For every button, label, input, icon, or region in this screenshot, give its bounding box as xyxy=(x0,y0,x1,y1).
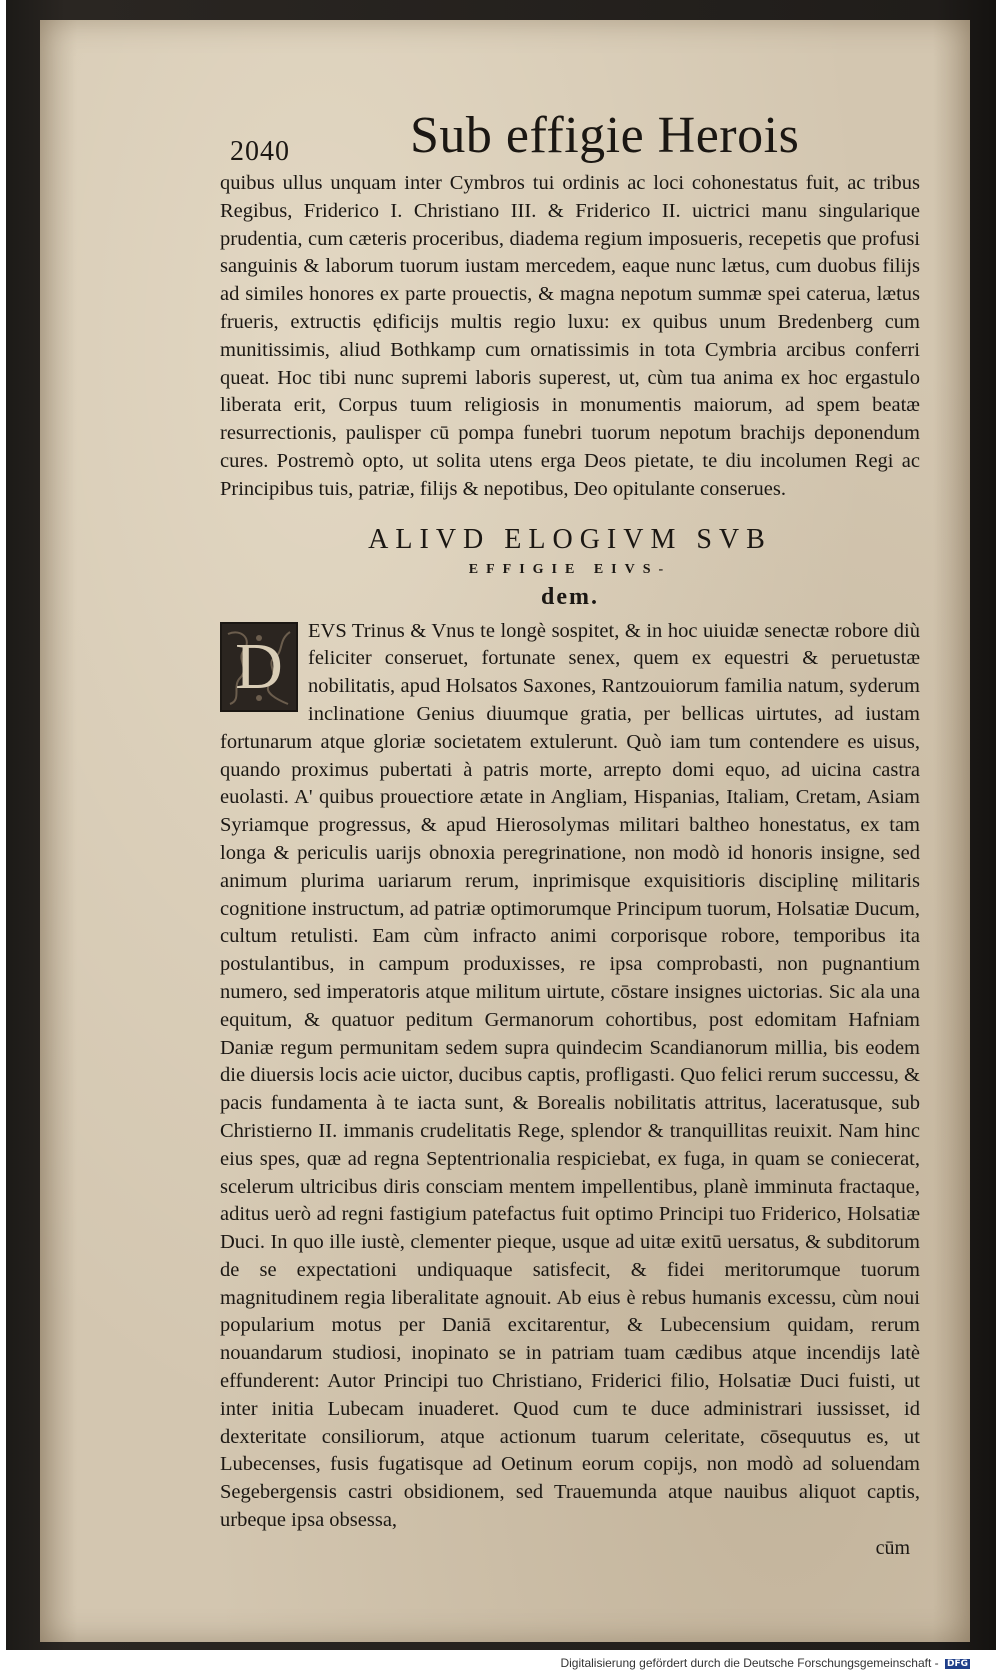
running-head-title: Sub effigie Herois xyxy=(410,107,800,164)
catchword: cūm xyxy=(875,1536,910,1559)
paragraph-body: EVS Trinus & Vnus te longè sospitet, & in hoc uiuidæ senectæ robore diù feliciter conseruet, fortunate senex, quem ex equestri & peruetustæ nobilitatis, apud Holsatos Saxones, Rantzouiorum familia natum, syderum inclinatione Genius diuumque gratia, per bellicas uirtutes, ad iustam fortunarum atque gloriæ societatem extulerunt. Quò iam tum contendere es uisus, quando proximus pubertati à patris morte, arrepto domi equo, ad uicina castra euolasti. A' quibus prouectiore ætate in Angliam, Hispanias, Italiam, Cretam, Asiam Syriamque progressus, & apud Hierosolymas militari baltheo honestatus, ex tam longa & periculis uarijs obnoxia peregrinatione, non modò id honoris insigne, sed animum plurima uariarum rerum, inprimisque exquisitioris disciplinę militaris cognitione instructum, ad patriæ optimorumque Principum tuorum, Holsatiæ Ducum, cultum retulisti. Eam cùm infracto animi corporisque robore, temporibus ita postulantibus, in campum produxisses, re ipsa comprobasti, non pugnantium numero, sed imperatoris atque militum uirtute, cōstare insignes uictorias. Sic ala una equitum, & quatuor peditum Germanorum cohortibus, post edomitam Hafniam Daniæ regum permunitam sedem supra quindecim Scandianorum millia, bis eodem die diuersis locis acie uictor, ducibus captis, profligasti. Quo felici rerum successu, & pacis fundamenta à te iacta sunt, & Borealis nobilitatis attritus, laceratusque, sub Christierno II. immanis crudelitatis Rege, splendor & tranquillitas reuixit. Nam hinc eius spes, quæ ad regna Septentrionalia respiciebat, ex fuga, in quam se coniecerat, scelerum ultricibus diris consciam mentem impellentibus, planè imminuta fractaque, aditus uerò ad regni fastigium patefactus fuit optimo Principi tuo Friderico, Holsatiæ Duci. In quo ille iustè, clementer pieque, usque ad uitæ exitū uersatus, & subditorum de se expectationi undiquaque satisfecit, & fidei meritorumque tuorum magnitudinem regia liberalitate agnouit. Ab eius è rebus humanis excessu, cùm noui popularium motus per Daniā excitarentur, & Lubecensium quidam, rerum nouandarum studiosi, inopinato se in patriam tuam cædibus atque incendijs latè effunderent: Autor Principi tuo Christiano, Friderici filio, Holsatiæ Duci fuisti, ut inter initia Lubecam inuaderet. Quod cum te duce administrari iussisset, id dexteritate consiliorum, atque actionum tuarum celeritate, cōsequutus es, ut Lubecenses, fusis fugatisque ad Oetinum eorum copijs, non modò ad soluendam Segebergensis castri obsidionem, sed Trauemunda atque nauibus aliquot captis, urbeque ipsa obsessa, xyxy=(220,619,920,1532)
page-text-block xyxy=(220,100,920,1560)
footer-credit-text: Digitalisierung gefördert durch die Deutsche Forschungsgemeinschaft - xyxy=(560,1656,939,1670)
section-heading xyxy=(220,522,920,612)
decorated-initial xyxy=(220,622,298,712)
heading-line-3: dem. xyxy=(541,583,599,610)
dfg-logo: DFG xyxy=(946,1658,968,1669)
paragraph-continued: quibus ullus unquam inter Cymbros tui ordinis ac loci cohonestatus fuit, ac tribus Regibus, Friderico I. Christiano III. & Friderico II. uictrici manu singularique prudentia, cum cæteris proceribus, diadema regium imposueris, recepetis que profusi sanguinis & laborum tuorum iustam mercedem, eaque nunc lætus, cum duobus filijs ad similes honores ex parte prouectis, & magna nepotum summæ spei caterua, lætus frueris, extructis ędificijs multis regio luxu: ex quibus unum Bredenberg cum munitissimis, aliud Bothkamp cum ornatissimis in tota Cymbria arcibus conferri queat. Hoc tibi nunc supremi laboris superest, ut, cùm tua anima ex hoc ergastulo liberata erit, Corpus tuum religiosis in monumentis maiorum, ad spem beatæ resurrectionis, paulisper cū pompa funebri tuorum nepotum brachijs deponendum cures. Postremò opto, ut solita utens erga Deos pietate, te diu incolumen Regi ac Principibus tuis, patriæ, filijs & nepotibus, Deo opitulante conserues. xyxy=(220,172,920,500)
elogium-paragraph xyxy=(220,618,920,1535)
footer-credit xyxy=(560,1656,970,1670)
heading-line-1: ALIVD ELOGIVM SVB xyxy=(368,523,772,555)
running-head xyxy=(220,100,920,170)
footer-bar xyxy=(0,1652,1000,1678)
initial-letter: D xyxy=(235,629,283,703)
page-number: 2040 xyxy=(230,136,290,167)
heading-line-2: EFFIGIE EIVS- xyxy=(468,561,672,577)
book-page xyxy=(40,20,970,1642)
